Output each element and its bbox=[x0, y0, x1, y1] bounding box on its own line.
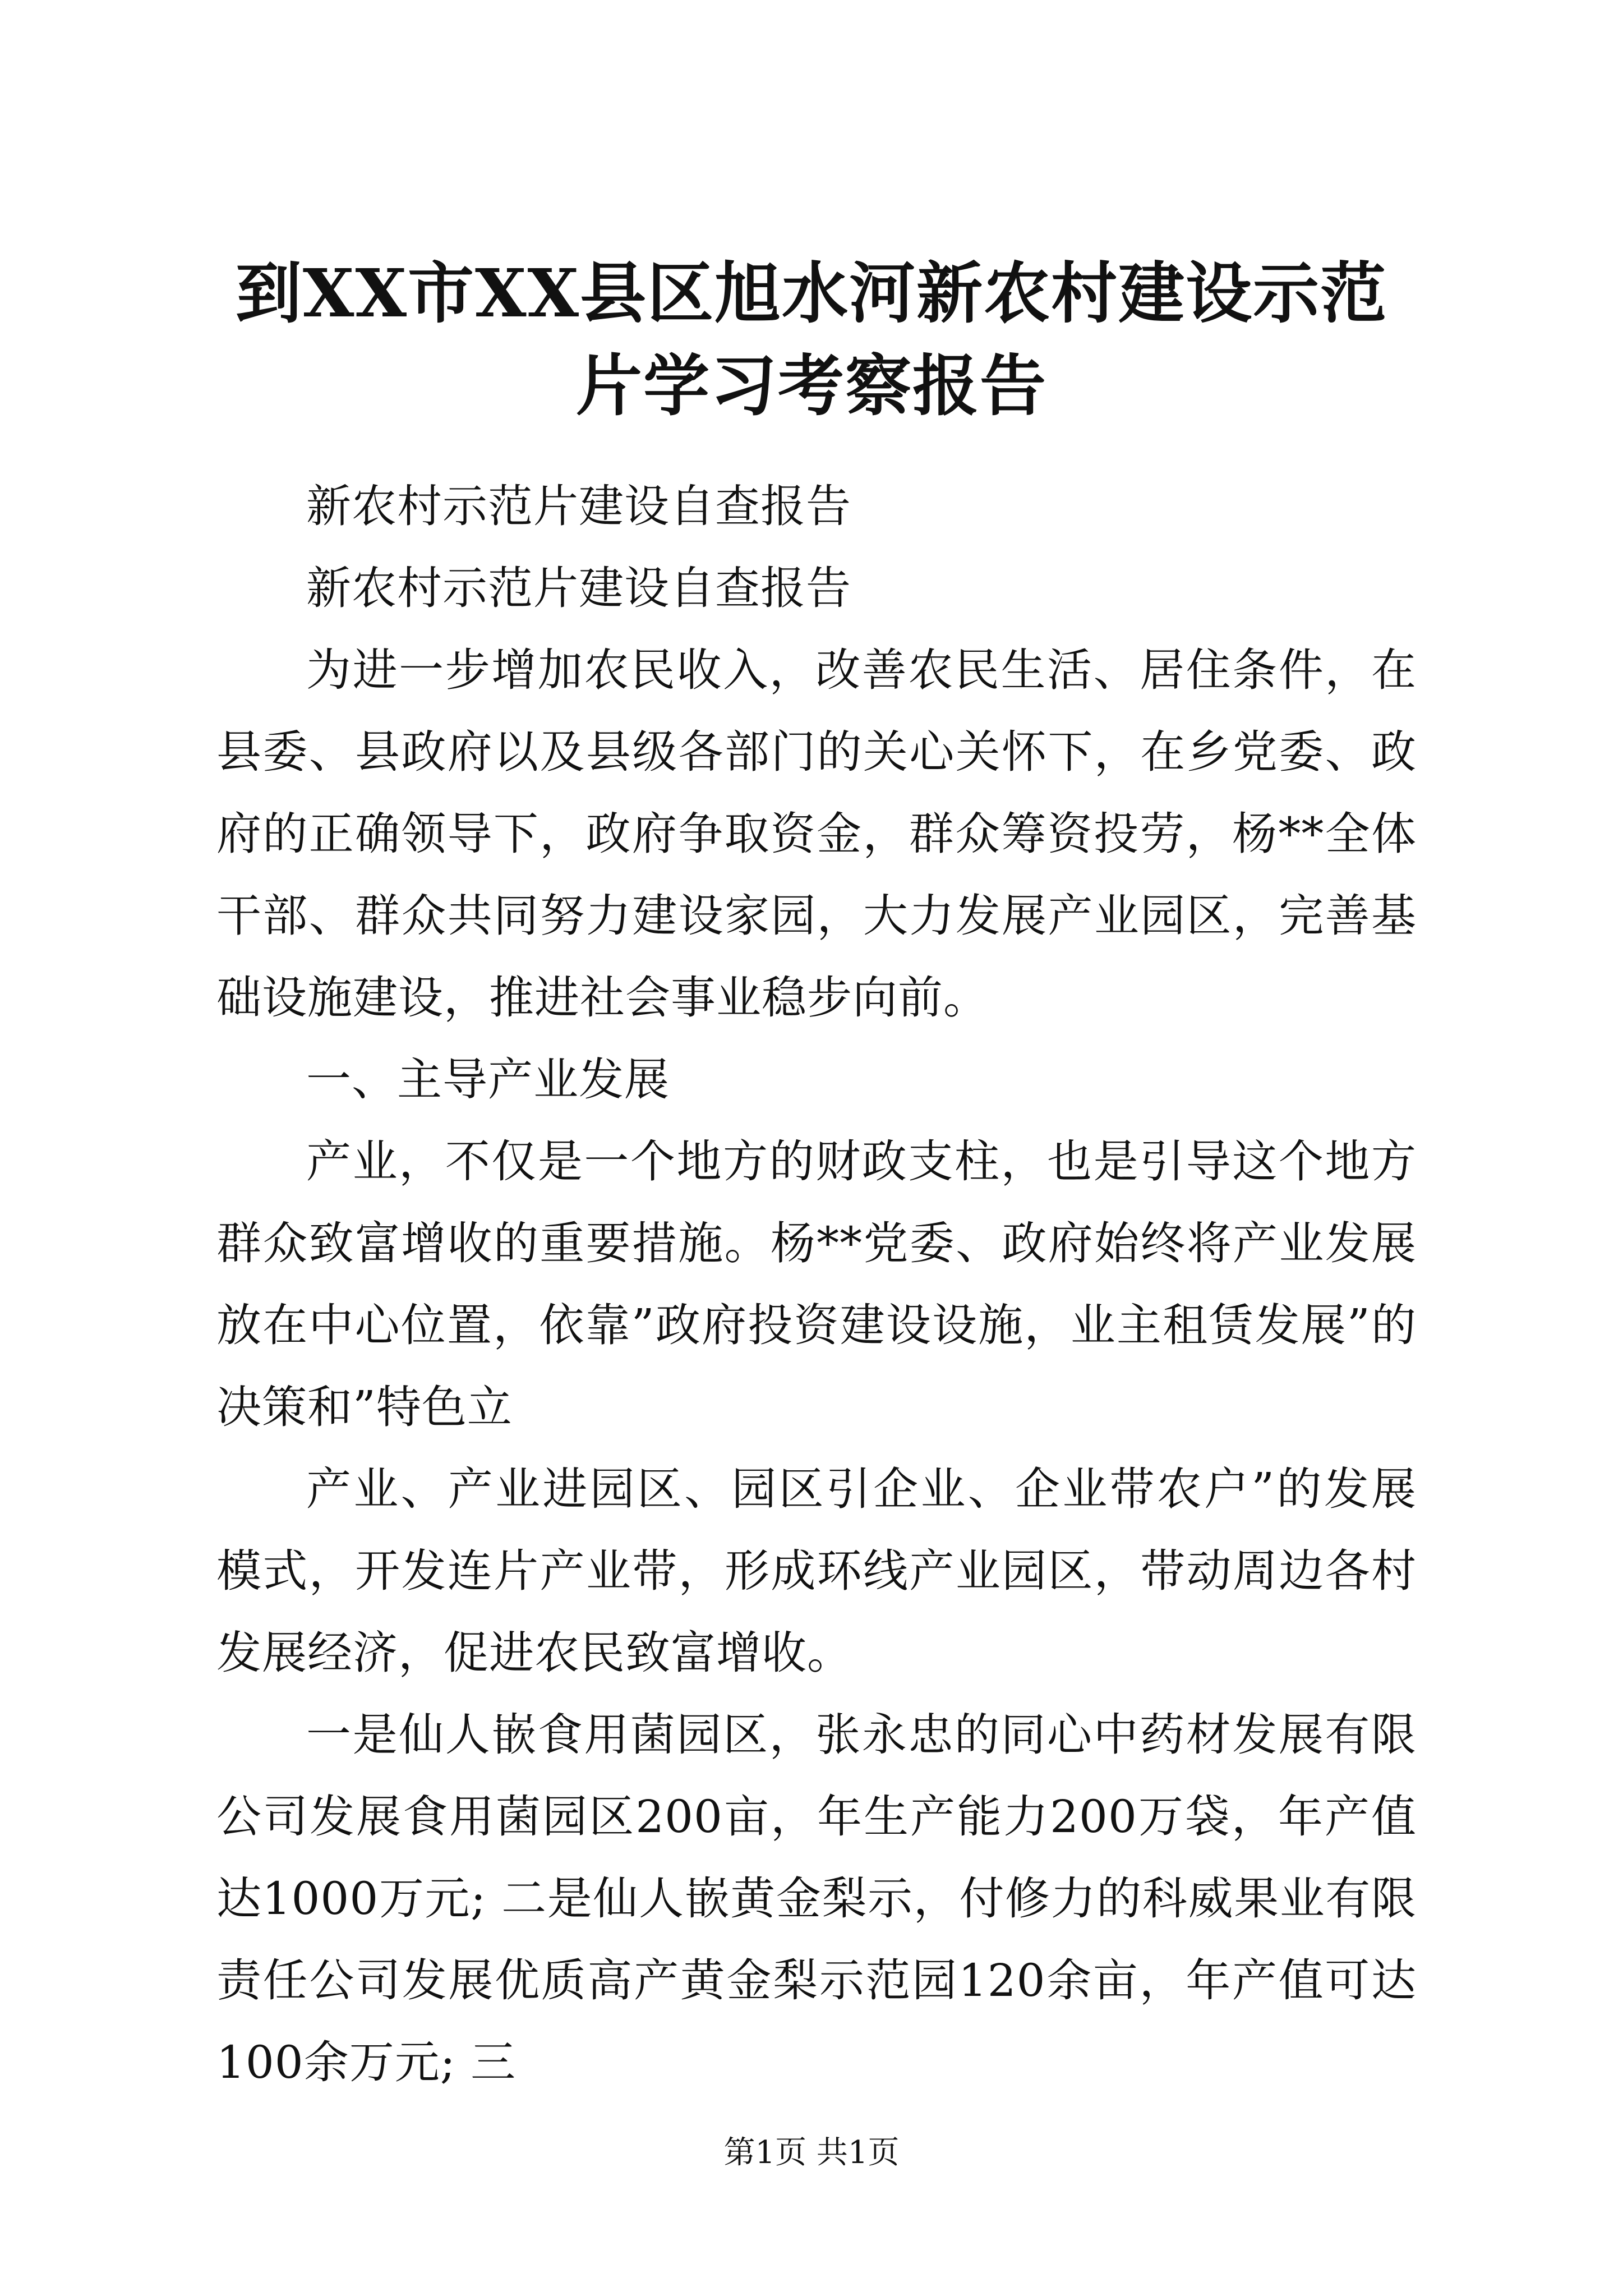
page-number-footer: 第1页 共1页 bbox=[723, 2134, 900, 2171]
paragraph-1: 新农村示范片建设自查报告 bbox=[306, 480, 851, 532]
paragraph-7: 一是仙人嵌食用菌园区，张永忠的同心中药材发展有限公司发展食用菌园区200亩，年生产能力200万袋，年产值达1000万元; 二是仙人嵌黄金梨示，付修力的科威果业有限责任公司发展优质高产黄金梨示范园120余亩，年产值可达100余万元; 三 bbox=[216, 1709, 1417, 2088]
document-title: 到XX市XX县区旭水河新农村建设示范片学习考察报告 bbox=[235, 254, 1388, 425]
section-heading: 一、主导产业发展 bbox=[306, 1053, 670, 1106]
paragraph-5: 产业，不仅是一个地方的财政支柱，也是引导这个地方群众致富增收的重要措施。杨**党委、政府始终将产业发展放在中心位置，依靠”政府投资建设设施，业主租赁发展”的决策和”特色立 bbox=[216, 1135, 1417, 1433]
document-body bbox=[216, 466, 1417, 2104]
paragraph-6: 产业、产业进园区、园区引企业、企业带农户”的发展模式，开发连片产业带，形成环线产业园区，带动周边各村发展经济，促进农民致富增收。 bbox=[216, 1463, 1417, 1679]
paragraph-2: 新农村示范片建设自查报告 bbox=[306, 562, 851, 614]
paragraph-3: 为进一步增加农民收入，改善农民生活、居住条件，在县委、县政府以及县级各部门的关心关怀下，在乡党委、政府的正确领导下，政府争取资金，群众筹资投劳，杨**全体干部、群众共同努力建设家园，大力发展产业园区，完善基础设施建设，推进社会事业稳步向前。 bbox=[216, 644, 1417, 1024]
